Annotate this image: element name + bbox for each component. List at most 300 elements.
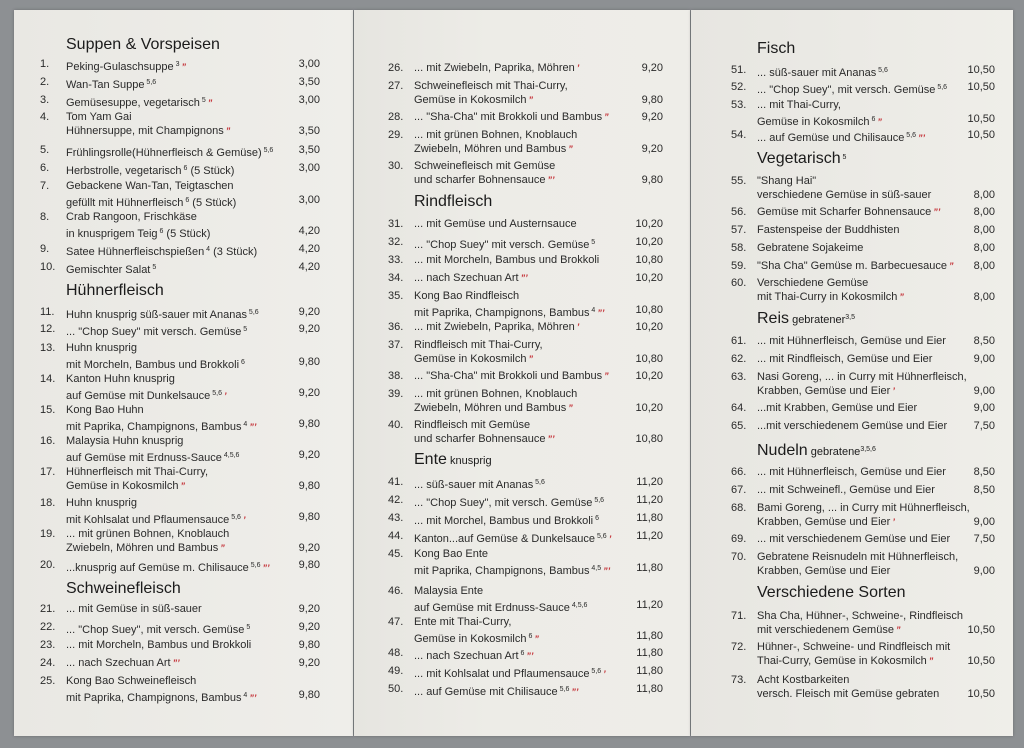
item-price: 8,00 [973,260,995,272]
menu-item [354,321,690,335]
spicy-icon: ” [180,481,185,491]
item-description-line: ... nach Szechuan Art $^6$ ”’ [414,650,534,662]
item-description-line: ...mit verschiedenem Gemüse und Eier [757,420,948,432]
item-description-line: mit Thai-Curry in Kokosmilch ” [757,291,904,303]
menu-item [691,224,1013,238]
item-price: 8,00 [973,224,995,236]
menu-item [354,218,690,232]
menu-item [354,80,690,108]
menu-item [691,129,1013,143]
section-title-text: Verschiedene Sorten [757,584,906,601]
item-number: 25. [40,675,56,687]
item-number: 11. [40,306,55,318]
item-description [66,373,227,401]
menu-item [14,323,353,337]
item-description-line: Gemüse in Kokosmilch $^6$ ” [757,116,882,128]
section-title [757,40,795,58]
spicy-icon: ’ [892,386,895,396]
item-number: 19. [40,528,56,540]
menu-item [354,419,690,447]
item-description [414,647,533,661]
item-description [414,254,599,268]
item-number: 51. [731,64,747,76]
item-number: 29. [388,129,404,141]
menu-item [354,290,690,318]
item-description-line: ... nach Szechuan Art ”’ [66,657,180,669]
menu-item [14,144,353,158]
item-description [414,321,579,335]
item-description [414,494,604,508]
item-price: 9,80 [298,418,320,430]
item-number: 66. [731,466,747,478]
menu-item [691,551,1013,579]
menu-item [354,236,690,250]
item-description [757,466,946,480]
item-number: 46. [388,585,404,597]
section-title-text: Nudeln [757,442,808,459]
item-price: 9,00 [973,353,995,365]
spicy-icon: ’ [603,669,606,679]
item-description [757,277,904,305]
item-description-line: Gemischter Salat $^5$ [66,264,157,276]
section-title [757,150,846,168]
menu-item [691,402,1013,416]
section-title-text: Vegetarisch [757,150,841,167]
item-description [66,94,212,108]
item-number: 70. [731,551,747,563]
item-description [757,260,954,274]
item-description-line: mit Paprika, Champignons, Bambus $^4$ ”’ [414,307,605,319]
item-number: 30. [388,160,404,172]
item-description-line: "Shang Hai" [757,175,817,187]
item-description-line: mit Kohlsalat und Pflaumensauce $^{5,6}$ ’ [66,514,246,526]
spicy-icon: ” [528,95,533,105]
section-subtitle: gebratener [789,314,846,326]
item-description-line: Crab Rangoon, Frischkäse [66,211,197,223]
menu-panel-middle [354,10,690,736]
item-description-line: Gemüse mit Scharfer Bohnensauce ”’ [757,206,941,218]
section-title [414,193,492,211]
item-number: 56. [731,206,747,218]
item-description [66,603,202,617]
item-description-line: ... mit Morcheln, Bambus und Brokkoli [414,254,600,266]
item-price: 8,50 [973,335,995,347]
item-description-line: ... mit Morchel, Bambus und Brokkoli $^6$ [414,515,599,527]
spicy-icon: ” [604,112,609,122]
item-number: 8. [40,211,50,223]
item-description-line: ... mit Schweinefl., Gemüse und Eier [757,484,935,496]
item-description-line: Frühlingsrolle(Hühnerfleisch & Gemüse) $^{5,6}$ [66,147,274,159]
item-description-line: Hühner-, Schweine- und Rindfleisch mit [757,641,951,653]
item-description [66,261,156,275]
additive-note: 5,6 [533,479,545,486]
spicy-icon: ”’ [526,651,534,661]
item-number: 42. [388,494,404,506]
item-number: 41. [388,476,404,488]
item-price: 9,20 [298,449,320,461]
additive-note: 5,6 [246,309,259,316]
item-price: 9,00 [973,402,995,414]
item-description [757,224,899,238]
menu-item [14,162,353,176]
additive-note: 6 [869,116,876,123]
item-description-line: Tom Yam Gai [66,111,132,123]
item-price: 11,80 [636,665,663,677]
item-price: 9,20 [298,657,320,669]
additive-note: 6 [157,228,164,235]
item-description [66,144,273,158]
item-description [757,99,882,127]
section-subtitle: knusprig [446,455,492,467]
menu-item [354,548,690,576]
item-description [414,236,595,250]
menu-item [691,260,1013,274]
item-price: 10,80 [635,353,663,365]
additive-note: 4 [204,246,211,253]
item-number: 45. [388,548,404,560]
item-number: 49. [388,665,404,677]
item-description-line: ... mit grünen Bohnen, Knoblauch [414,388,578,400]
item-description-line: Peking-Gulaschsuppe $^3$ ” [66,61,186,73]
item-description [66,58,186,72]
item-description-line: Gemüse in Kokosmilch $^6$ ” [414,633,539,645]
item-description [414,111,609,125]
item-price: 4,20 [298,225,320,237]
additive-note: 5 [244,624,251,631]
item-description-line: "Sha Cha" Gemüse m. Barbecuesauce ” [757,260,954,272]
menu-item [14,657,353,671]
item-description [757,420,947,434]
item-price: 10,50 [967,81,995,93]
item-description-line: Kanton...auf Gemüse & Dunkelsauce $^{5,6}$ ’ [414,533,612,545]
spicy-icon: ’ [223,391,227,401]
spicy-icon: ” [568,144,573,154]
additive-note: 5,6 [904,132,917,139]
menu-item [354,665,690,679]
item-number: 23. [40,639,56,651]
item-price: 10,80 [635,254,663,266]
menu-item [354,616,690,644]
item-description-line: ... mit Gemüse und Austernsauce [414,218,577,230]
menu-item [691,81,1013,95]
item-number: 61. [731,335,747,347]
item-price: 9,80 [298,480,320,492]
section-title [414,451,492,469]
item-number: 6. [40,162,50,174]
item-description-line: ... "Chop Suey" mit versch. Gemüse $^5$ [414,239,596,251]
menu-item [14,306,353,320]
item-number: 24. [40,657,56,669]
menu-item [354,585,690,613]
item-description [414,160,555,188]
section-title [66,580,181,598]
item-description [414,218,577,232]
menu-item [14,675,353,703]
item-description [66,466,208,494]
menu-item [354,339,690,367]
item-price: 8,50 [973,484,995,496]
additive-note: 5,6 [595,533,607,540]
item-description [757,533,950,547]
item-description-line: Gebratene Sojakeime [757,242,864,254]
item-description-line: Kong Bao Huhn [66,404,144,416]
additive-note: 6 [518,650,525,657]
item-description-line: ... "Chop Suey", mit versch. Gemüse $^{5,6}$ [414,497,605,509]
section-title [757,442,876,460]
item-price: 9,20 [298,621,320,633]
item-number: 27. [388,80,404,92]
item-number: 10. [40,261,56,273]
item-price: 9,80 [298,356,320,368]
additive-note: 4,5,6 [221,452,240,459]
menu-item [14,180,353,208]
item-description-line: Krabben, Gemüse und Eier ’ [757,516,895,528]
item-description-line: Krabben, Gemüse und Eier ’ [757,385,895,397]
item-number: 21. [40,603,56,615]
section-title-text: Rindfleisch [414,193,493,210]
item-description [757,175,931,203]
item-description [414,129,577,157]
item-description [66,162,234,176]
menu-panel-right [691,10,1013,736]
item-price: 9,20 [641,143,663,155]
menu-item [14,497,353,525]
item-number: 67. [731,484,747,496]
menu-item [691,466,1013,480]
item-number: 55. [731,175,747,187]
item-price: 9,80 [298,559,320,571]
item-number: 15. [40,404,56,416]
item-description-line: Fastenspeise der Buddhisten [757,224,900,236]
item-description-line: ... mit Gemüse in süß-sauer [66,603,202,615]
section-title-text: Ente [414,451,447,468]
item-number: 44. [388,530,404,542]
item-number: 50. [388,683,404,695]
menu-item [354,530,690,544]
menu-item [354,254,690,268]
item-description [66,111,230,139]
menu-item [691,99,1013,127]
item-description [66,639,251,653]
menu-item [14,466,353,494]
item-description-line: Hühnerfleisch mit Thai-Curry, [66,466,209,478]
item-price: 10,20 [635,218,663,230]
item-description-line: ... mit grünen Bohnen, Knoblauch [66,528,230,540]
item-description-line: und scharfer Bohnensauce ”’ [414,433,555,445]
spicy-icon: ’ [608,534,612,544]
additive-note: 5 [241,326,248,333]
item-description [66,657,180,671]
menu-item [354,512,690,526]
item-price: 9,20 [298,387,320,399]
item-description [757,402,917,416]
item-description [414,683,578,697]
spicy-icon: ”’ [933,207,941,217]
item-price: 7,50 [973,420,995,432]
item-description-line: Rindfleisch mit Thai-Curry, [414,339,543,351]
item-number: 28. [388,111,404,123]
item-description [757,502,970,530]
spicy-icon: ” [181,62,186,72]
menu-item [14,559,353,573]
item-description-line: ... mit Hühnerfleisch, Gemüse und Eier [757,466,946,478]
spicy-icon: ” [877,117,882,127]
additive-note: 5,6 [592,497,605,504]
item-description [757,641,950,669]
item-description-line: Gemüse in Kokosmilch ” [414,353,533,365]
item-price: 8,00 [973,291,995,303]
item-number: 36. [388,321,404,333]
spicy-icon: ’ [576,63,580,73]
menu-item [691,641,1013,669]
item-number: 34. [388,272,404,284]
item-description [757,551,958,579]
item-description-line: mit verschiedenem Gemüse ” [757,624,901,636]
item-description-line: auf Gemüse mit Erdnuss-Sauce $^{4,5,6}$ [414,602,588,614]
additive-note: 5,6 [589,668,602,675]
item-description [66,180,236,208]
item-number: 14. [40,373,56,385]
item-description-line: Sha Cha, Hühner-, Schweine-, Rindfleisch [757,610,964,622]
item-price: 10,20 [635,236,663,248]
item-number: 52. [731,81,747,93]
menu-item [354,388,690,416]
item-price: 9,80 [298,689,320,701]
item-description-line: Ente mit Thai-Curry, [414,616,512,628]
menu-item [354,647,690,661]
item-price: 9,80 [298,639,320,651]
item-number: 18. [40,497,56,509]
item-price: 9,00 [973,385,995,397]
item-price: 9,20 [641,62,663,74]
additive-note: 3,5 [845,314,856,321]
item-price: 10,20 [635,370,663,382]
item-description [757,610,963,638]
item-price: 10,50 [967,655,995,667]
spicy-icon: ”’ [597,308,605,318]
item-number: 59. [731,260,747,272]
item-description [414,665,606,679]
item-number: 1. [40,58,50,70]
item-price: 10,20 [635,321,663,333]
section-title-text: Fisch [757,40,796,57]
item-number: 26. [388,62,404,74]
item-description-line: ... auf Gemüse und Chilisauce $^{5,6}$ ”’ [757,132,926,144]
additive-note: 4 [241,692,248,699]
item-description-line: auf Gemüse mit Erdnuss-Sauce $^{4,5,6}$ [66,452,240,464]
item-price: 3,50 [298,144,320,156]
item-price: 3,00 [298,162,320,174]
item-description-line: Zwiebeln, Möhren und Bambus ” [66,542,225,554]
item-description [414,339,543,367]
additive-note: 4,5 [589,565,602,572]
menu-item [14,76,353,90]
item-price: 11,80 [636,562,663,574]
menu-item [691,420,1013,434]
item-description-line: ... mit Zwiebeln, Paprika, Möhren ’ [414,62,580,74]
item-description [414,530,611,544]
item-number: 40. [388,419,404,431]
menu-item [691,335,1013,349]
section-title-text: Reis [757,310,790,327]
item-number: 2. [40,76,50,88]
item-number: 7. [40,180,50,192]
spicy-icon: ”’ [571,687,579,697]
item-description-line: verschiedene Gemüse in süß-sauer [757,189,932,201]
item-description-line: ... mit Kohlsalat und Pflaumensauce $^{5,6}$ ’ [414,668,606,680]
item-number: 17. [40,466,56,478]
menu-item [354,111,690,125]
menu-item [14,211,353,239]
menu-item [354,683,690,697]
item-description [414,616,539,644]
section-title [66,282,164,300]
item-description [414,512,599,526]
additive-note: 5,6 [144,79,157,86]
item-price: 9,20 [298,542,320,554]
item-number: 9. [40,243,50,255]
item-number: 71. [731,610,747,622]
item-description-line: Kong Bao Ente [414,548,489,560]
additive-note: 4 [589,307,596,314]
additive-note: 5,6 [210,390,222,397]
item-price: 10,20 [635,272,663,284]
item-description [66,323,247,337]
item-number: 69. [731,533,747,545]
item-description [66,621,250,635]
item-description-line: Huhn knusprig [66,342,137,354]
item-number: 60. [731,277,747,289]
menu-item [14,528,353,556]
item-description-line: ... mit Hühnerfleisch, Gemüse und Eier [757,335,946,347]
item-price: 11,20 [636,476,663,488]
item-price: 10,50 [967,113,995,125]
item-description-line: ... "Chop Suey", mit versch. Gemüse $^5$ [66,624,251,636]
item-number: 53. [731,99,747,111]
item-description [414,370,609,384]
item-description-line: Thai-Curry, Gemüse in Kokosmilch ” [757,655,934,667]
additive-note: 6 [593,515,599,522]
item-description [66,306,259,320]
item-description [66,675,256,703]
item-description [414,548,610,576]
additive-note: 5,6 [557,686,570,693]
menu-item [14,111,353,139]
menu-item [691,371,1013,399]
item-number: 20. [40,559,56,571]
menu-item [691,242,1013,256]
item-description [66,342,245,370]
menu-item [14,342,353,370]
item-price: 8,00 [973,206,995,218]
item-number: 37. [388,339,404,351]
item-description-line: ... nach Szechuan Art ”’ [414,272,528,284]
spicy-icon: ” [949,261,954,271]
spicy-icon: ”’ [249,693,257,703]
item-description [66,497,245,525]
menu-item [14,261,353,275]
item-price: 3,50 [298,125,320,137]
menu-item [14,58,353,72]
menu-item [354,272,690,286]
item-description [414,476,545,490]
menu-item [354,129,690,157]
additive-note: 5,6 [261,147,274,154]
section-title [757,310,855,328]
menu-item [691,674,1013,702]
item-price: 10,80 [635,304,663,316]
menu-item [14,243,353,257]
